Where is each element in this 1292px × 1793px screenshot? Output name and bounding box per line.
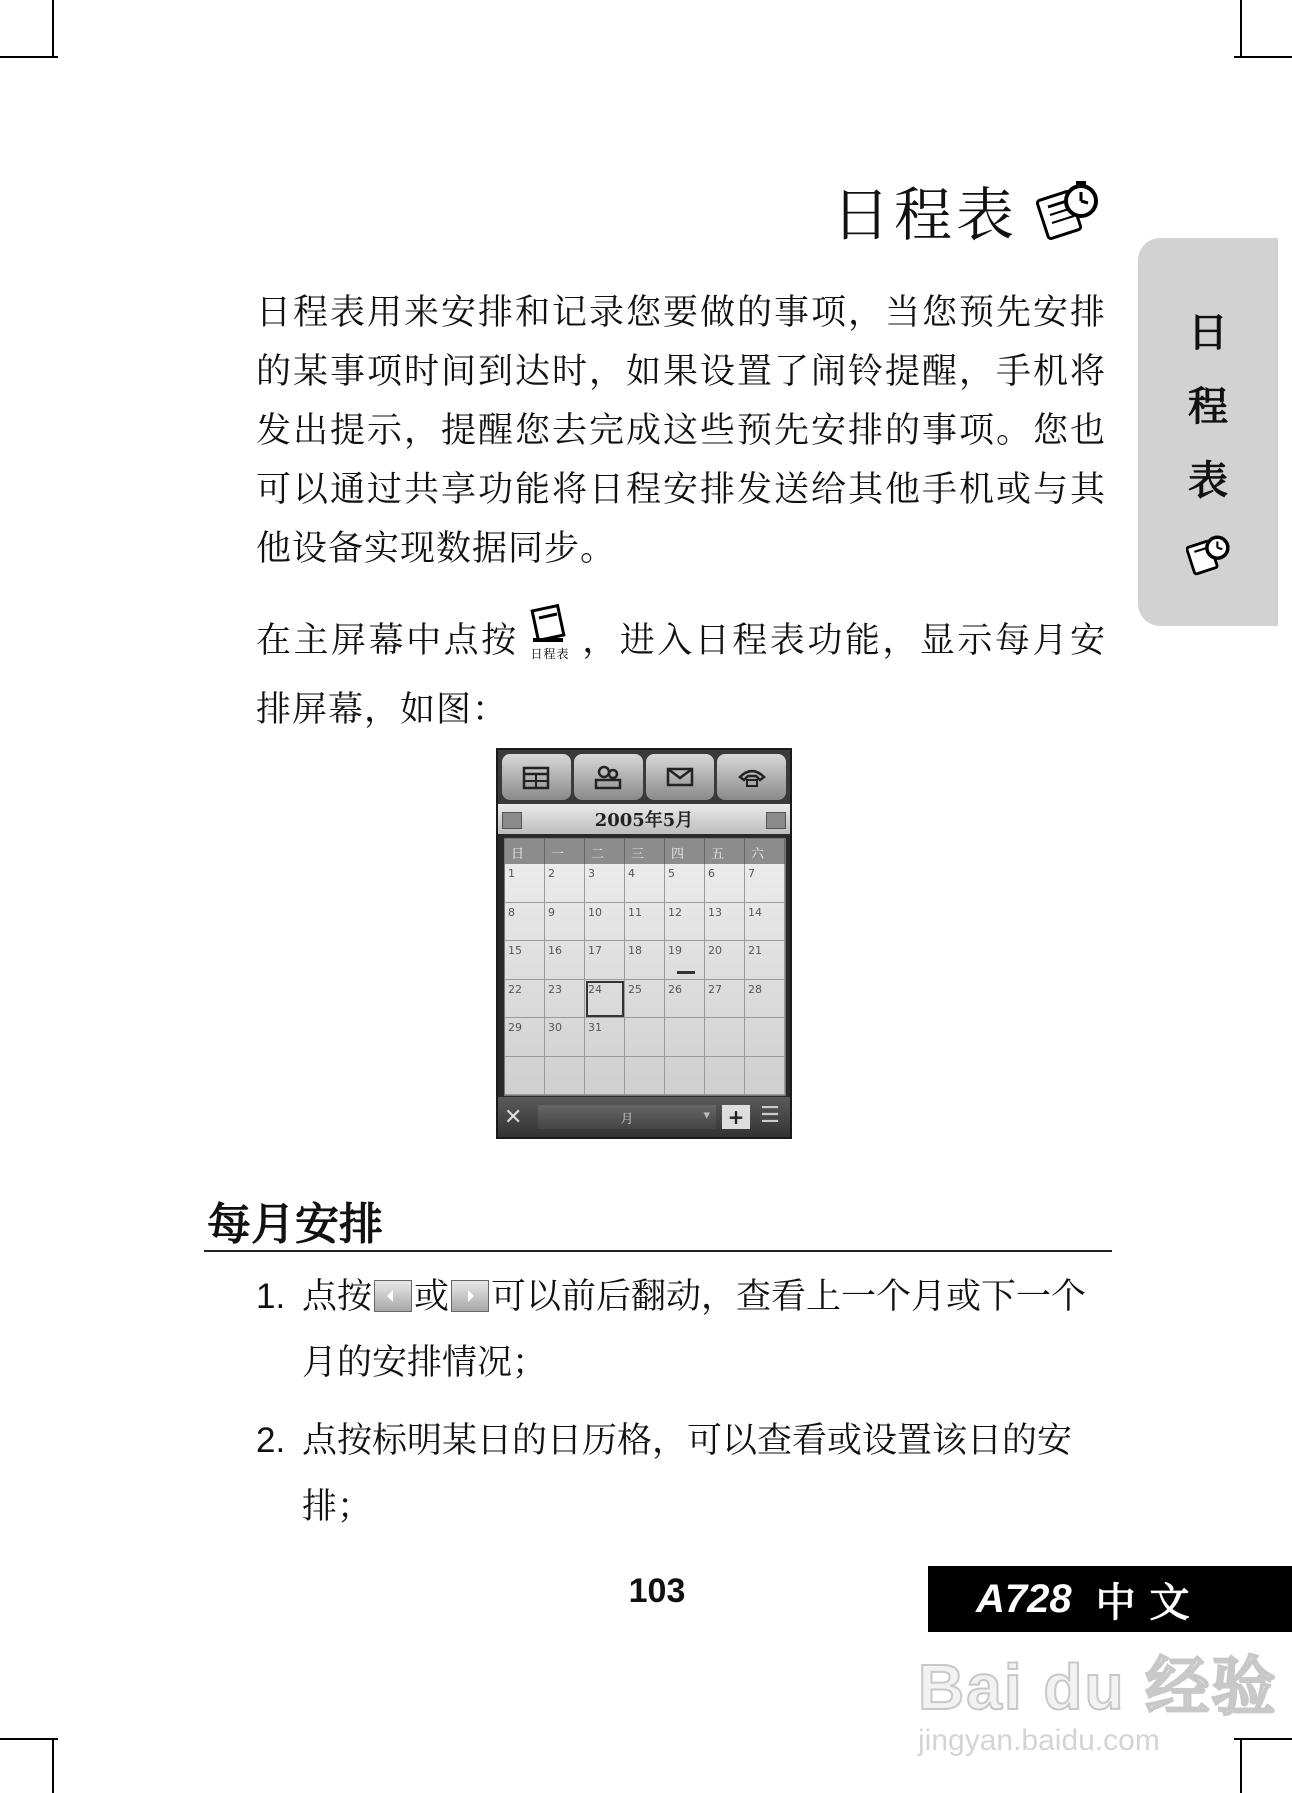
screenshot-toolbar bbox=[498, 750, 790, 804]
message-icon bbox=[665, 763, 695, 791]
list-text: 或 bbox=[414, 1277, 450, 1317]
day-cell[interactable]: 5 bbox=[665, 864, 705, 903]
list-item bbox=[256, 1408, 1106, 1540]
list-text: 可以前后翻动，查看上一个月或下一个月的安排情况； bbox=[302, 1277, 1087, 1383]
empty-day-cell bbox=[545, 1057, 585, 1096]
day-cell[interactable]: 15 bbox=[505, 941, 545, 980]
toolbar-button[interactable] bbox=[502, 754, 571, 800]
day-cell[interactable]: 28 bbox=[745, 980, 785, 1019]
tab-char: 程 bbox=[1188, 383, 1228, 430]
day-cell[interactable]: 9 bbox=[545, 903, 585, 942]
menu-icon[interactable]: ☰ bbox=[760, 1103, 780, 1128]
day-cell[interactable]: 30 bbox=[545, 1018, 585, 1057]
calendar-grid bbox=[504, 838, 786, 1096]
empty-day-cell bbox=[705, 1057, 745, 1096]
day-cell[interactable]: 29 bbox=[505, 1018, 545, 1057]
day-cell[interactable]: 27 bbox=[705, 980, 745, 1019]
calendar-screenshot bbox=[496, 748, 792, 1139]
empty-day-cell bbox=[505, 1057, 545, 1096]
empty-day-cell bbox=[665, 1057, 705, 1096]
crop-mark bbox=[52, 0, 54, 58]
watermark bbox=[918, 1636, 1277, 1758]
day-cell[interactable]: 23 bbox=[545, 980, 585, 1019]
weekday-header: 五 bbox=[705, 839, 745, 864]
crop-mark bbox=[0, 56, 58, 58]
close-icon[interactable]: ✕ bbox=[504, 1104, 523, 1130]
section-divider bbox=[204, 1250, 1112, 1252]
next-month-icon bbox=[451, 1280, 489, 1312]
view-mode-select[interactable] bbox=[538, 1105, 716, 1129]
entry-paragraph bbox=[256, 604, 1106, 740]
crop-mark bbox=[1234, 56, 1292, 58]
day-cell[interactable]: 20 bbox=[705, 941, 745, 980]
month-title: 2005年5月 bbox=[594, 810, 694, 831]
toolbar-button[interactable] bbox=[646, 754, 715, 800]
day-cell[interactable]: 12 bbox=[665, 903, 705, 942]
empty-day-cell bbox=[705, 1018, 745, 1057]
crop-mark bbox=[1240, 0, 1242, 58]
day-cell[interactable]: 25 bbox=[625, 980, 665, 1019]
weekday-header: 三 bbox=[625, 839, 665, 864]
next-month-button[interactable] bbox=[766, 812, 786, 829]
page-title-text: 日程表 bbox=[831, 181, 1018, 249]
screenshot-bottom-bar bbox=[498, 1097, 790, 1137]
contacts-icon bbox=[593, 763, 623, 791]
tab-char: 日 bbox=[1188, 309, 1228, 356]
day-cell[interactable]: 17 bbox=[585, 941, 625, 980]
list-text: 点按标明某日的日历格，可以查看或设置该日的安排； bbox=[302, 1421, 1073, 1527]
empty-day-cell bbox=[625, 1057, 665, 1096]
watermark-logo: Bai du 经验 bbox=[918, 1651, 1278, 1723]
day-cell[interactable]: 2 bbox=[545, 864, 585, 903]
empty-day-cell bbox=[745, 1057, 785, 1096]
empty-day-cell bbox=[625, 1018, 665, 1057]
list-text: 点按 bbox=[302, 1277, 373, 1317]
entry-text-after: ，进入日程表功能，显示每月安排屏幕，如图： bbox=[256, 621, 1106, 730]
tab-char: 表 bbox=[1188, 457, 1228, 504]
day-cell[interactable]: 7 bbox=[745, 864, 785, 903]
day-cell[interactable]: 6 bbox=[705, 864, 745, 903]
day-cell[interactable]: 3 bbox=[585, 864, 625, 903]
intro-paragraph: 日程表用来安排和记录您要做的事项，当您预先安排的某事项时间到达时，如果设置了闹铃提醒，手机将发出提示，提醒您去完成这些预先安排的事项。您也可以通过共享功能将日程安排发送给其他手机或与其他设备实现数据同步。 bbox=[256, 293, 1106, 569]
toolbar-button[interactable] bbox=[717, 754, 786, 800]
toolbar-button[interactable] bbox=[574, 754, 643, 800]
calendar-icon bbox=[521, 763, 551, 791]
month-header bbox=[498, 804, 790, 834]
weekday-header: 六 bbox=[745, 839, 785, 864]
page-title bbox=[832, 168, 1102, 252]
day-cell[interactable]: 8 bbox=[505, 903, 545, 942]
crop-mark bbox=[0, 1738, 58, 1740]
day-cell[interactable]: 21 bbox=[745, 941, 785, 980]
day-cell[interactable]: 10 bbox=[585, 903, 625, 942]
day-cell[interactable]: 14 bbox=[745, 903, 785, 942]
language-label: 中 文 bbox=[1095, 1579, 1190, 1626]
day-cell[interactable]: 22 bbox=[505, 980, 545, 1019]
prev-month-icon bbox=[374, 1280, 412, 1312]
day-cell[interactable]: 11 bbox=[625, 903, 665, 942]
weekday-header: 日 bbox=[505, 839, 545, 864]
calendar-app-icon-label: 日程表 bbox=[530, 647, 570, 661]
empty-day-cell bbox=[665, 1018, 705, 1057]
page-number: 103 bbox=[628, 1572, 686, 1610]
crop-mark bbox=[52, 1738, 54, 1793]
weekday-header: 二 bbox=[585, 839, 625, 864]
weekday-header: 四 bbox=[665, 839, 705, 864]
day-cell[interactable]: 26 bbox=[665, 980, 705, 1019]
add-entry-button[interactable]: + bbox=[722, 1105, 750, 1129]
day-cell[interactable]: 19 bbox=[665, 941, 705, 980]
phone-icon bbox=[737, 763, 767, 791]
chapter-tab bbox=[1138, 238, 1278, 626]
weekday-header: 一 bbox=[545, 839, 585, 864]
calendar-clock-icon bbox=[1036, 177, 1102, 243]
section-title: 每月安排 bbox=[207, 1199, 383, 1250]
empty-day-cell bbox=[585, 1057, 625, 1096]
calendar-app-icon bbox=[521, 604, 579, 681]
day-cell[interactable]: 16 bbox=[545, 941, 585, 980]
day-cell[interactable]: 13 bbox=[705, 903, 745, 942]
day-cell[interactable]: 4 bbox=[625, 864, 665, 903]
day-cell[interactable]: 1 bbox=[505, 864, 545, 903]
list-number: 2. bbox=[256, 1421, 286, 1460]
day-cell[interactable]: 24 bbox=[585, 980, 625, 1019]
model-code: A728 bbox=[976, 1576, 1072, 1621]
empty-day-cell bbox=[745, 1018, 785, 1057]
watermark-url: jingyan.baidu.com bbox=[918, 1724, 1160, 1757]
calendar-clock-icon bbox=[1186, 531, 1232, 577]
day-cell[interactable]: 18 bbox=[625, 941, 665, 980]
entry-text-before: 在主屏幕中点按 bbox=[256, 621, 519, 661]
list-number: 1. bbox=[256, 1277, 286, 1316]
chevron-down-icon: ▾ bbox=[703, 1108, 710, 1123]
model-banner bbox=[928, 1566, 1292, 1632]
view-mode-label: 月 bbox=[620, 1111, 634, 1127]
list-item bbox=[256, 1264, 1106, 1396]
day-cell[interactable]: 31 bbox=[585, 1018, 625, 1057]
